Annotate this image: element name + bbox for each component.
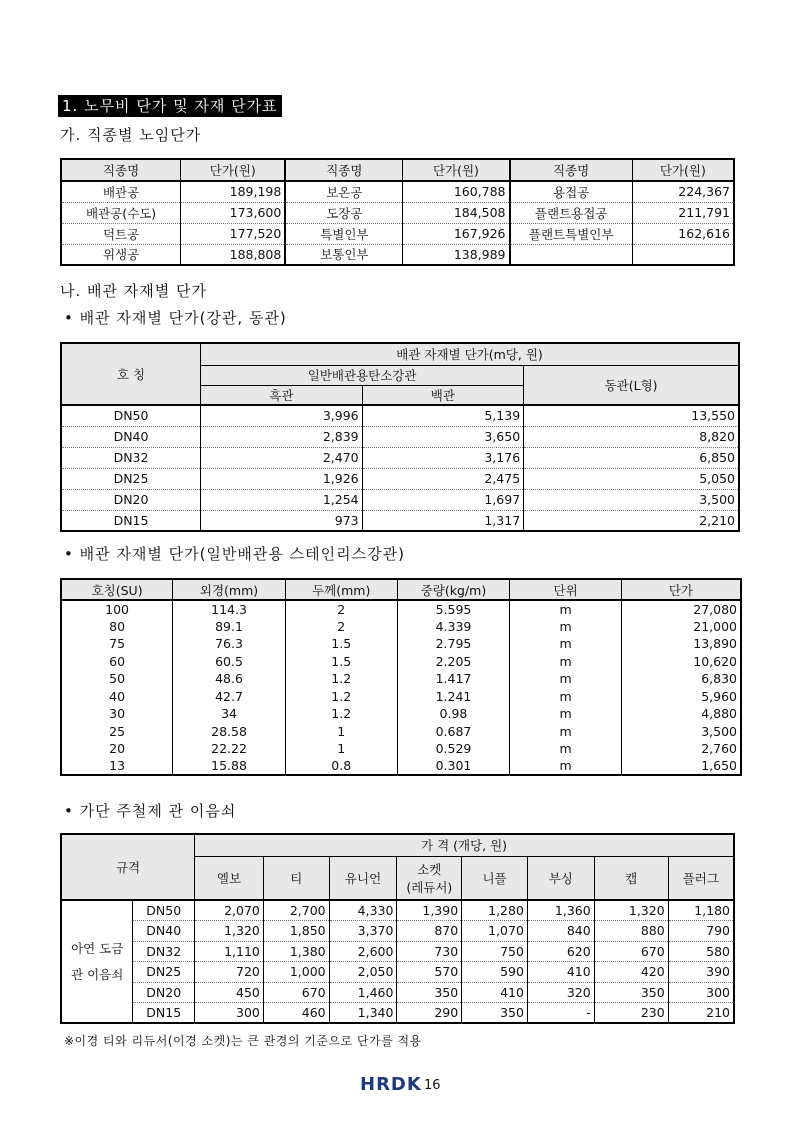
sus-unit: m [510, 723, 622, 741]
fit-size: DN40 [133, 921, 195, 942]
fit-price: 590 [462, 962, 528, 983]
fit-price: 1,070 [462, 921, 528, 942]
sus-size: 20 [61, 740, 173, 758]
wage-header-price: 단가(원) [181, 159, 286, 181]
sus-row [61, 618, 741, 636]
fit-price: 350 [594, 982, 668, 1003]
steel-header-white: 백관 [362, 385, 524, 405]
fit-group-label-2: 관 이음쇠 [71, 966, 124, 982]
wage-price: 162,616 [632, 223, 734, 244]
sus-thickness: 0.8 [285, 758, 397, 776]
fit-price: 620 [527, 941, 594, 962]
fittings-table [60, 833, 735, 1024]
sus-od: 60.5 [173, 653, 286, 671]
fit-price: 730 [397, 941, 462, 962]
sus-row [61, 758, 741, 776]
steel-white-price: 2,475 [362, 468, 524, 489]
steel-white-price: 3,176 [362, 447, 524, 468]
sus-size: 60 [61, 653, 173, 671]
sus-size: 13 [61, 758, 173, 776]
sus-thickness: 1.2 [285, 670, 397, 688]
fit-price: 670 [594, 941, 668, 962]
sus-price: 6,830 [701, 671, 737, 687]
steel-row [61, 468, 739, 489]
sus-od: 34 [173, 705, 286, 723]
page-number: 16 [424, 1078, 441, 1093]
steel-white-price: 1,317 [362, 510, 524, 531]
wage-job: 덕트공 [61, 223, 181, 244]
steel-size: DN32 [61, 447, 201, 468]
sus-price: 10,620 [693, 653, 737, 669]
steel-row [61, 489, 739, 510]
wage-price: 189,198 [181, 181, 286, 202]
fit-row [61, 921, 734, 942]
wage-header-job: 직종명 [510, 159, 633, 181]
sus-price: 5,960 [701, 688, 737, 704]
sus-price: 2,760 [701, 741, 737, 757]
sus-size: 30 [61, 705, 173, 723]
fit-price: 790 [668, 921, 734, 942]
wage-job: 위생공 [61, 244, 181, 265]
copper-price: 6,850 [524, 447, 739, 468]
fit-price: 750 [462, 941, 528, 962]
copper-price: 2,210 [699, 512, 735, 528]
steel-black-price: 1,254 [201, 489, 363, 510]
sus-unit: m [510, 618, 622, 636]
sus-weight: 0.687 [397, 723, 510, 741]
sus-row [61, 670, 741, 688]
sus-header-row [61, 579, 741, 600]
fit-price: 2,050 [329, 962, 397, 983]
fit-header-cap: 캡 [594, 856, 668, 900]
wage-job: 플랜트용접공 [510, 202, 633, 223]
fit-price: 670 [263, 982, 329, 1003]
fit-header-socket-sub: (레듀서) [406, 879, 453, 895]
wage-job: 보온공 [285, 181, 403, 202]
steel-white-price: 1,697 [362, 489, 524, 510]
fit-price: 580 [668, 941, 734, 962]
fit-price: 300 [668, 982, 734, 1003]
wage-header-price: 단가(원) [659, 163, 706, 178]
fit-price: 390 [668, 962, 734, 983]
wage-job: 도장공 [285, 202, 403, 223]
sus-od: 22.22 [173, 740, 286, 758]
fit-size: DN50 [133, 900, 195, 921]
wage-row [61, 223, 734, 244]
steel-header-group: 배관 자재별 단가(m당, 원) [201, 343, 739, 365]
fit-price: 840 [527, 921, 594, 942]
sus-row [61, 653, 741, 671]
fit-price: 2,600 [329, 941, 397, 962]
fit-price: 1,850 [263, 921, 329, 942]
sus-weight: 1.417 [397, 670, 510, 688]
fit-price: - [527, 1003, 594, 1024]
copper-price: 13,550 [524, 405, 739, 426]
copper-price: 5,050 [524, 468, 739, 489]
sus-weight: 0.529 [397, 740, 510, 758]
sus-weight: 0.98 [397, 705, 510, 723]
fit-group-label [61, 900, 133, 1023]
wage-price: 138,989 [403, 244, 510, 265]
sus-weight: 4.339 [397, 618, 510, 636]
sus-header-thickness: 두께(mm) [285, 579, 397, 600]
steel-size: DN25 [61, 468, 201, 489]
fit-price: 300 [195, 1003, 264, 1024]
sus-size: 50 [61, 670, 173, 688]
wage-price: 160,788 [403, 181, 510, 202]
wage-header-job: 직종명 [61, 159, 181, 181]
steel-black-price: 3,996 [201, 405, 363, 426]
wage-job: 용접공 [510, 181, 633, 202]
sus-weight: 5.595 [397, 600, 510, 618]
fit-price: 320 [527, 982, 594, 1003]
sus-row [61, 688, 741, 706]
wage-job: 보통인부 [285, 244, 403, 265]
fit-price: 1,320 [195, 921, 264, 942]
sus-price: 3,500 [701, 723, 737, 739]
sus-unit: m [510, 688, 622, 706]
fit-header-nipple: 니플 [462, 856, 528, 900]
fit-size: DN15 [133, 1003, 195, 1024]
steel-header-copper: 동관(L형) [524, 365, 739, 405]
wage-row [61, 244, 734, 265]
wage-price: 211,791 [632, 202, 734, 223]
fit-group-label-1: 아연 도금 [71, 940, 124, 956]
fit-price: 1,360 [527, 900, 594, 921]
wage-job: 배관공 [61, 181, 181, 202]
wage-header-job: 직종명 [285, 159, 403, 181]
wage-price: 224,367 [632, 181, 734, 202]
sus-od: 76.3 [173, 635, 286, 653]
section-title: 1. 노무비 단가 및 자재 단가표 [58, 95, 282, 117]
sus-unit: m [510, 600, 622, 618]
copper-price: 3,500 [524, 489, 739, 510]
wage-price: 188,808 [181, 244, 286, 265]
copper-price: 8,820 [524, 426, 739, 447]
sus-od: 89.1 [173, 618, 286, 636]
fit-price: 1,180 [668, 900, 734, 921]
bullet-steel-copper: • 배관 자재별 단가(강관, 동관) [64, 309, 287, 327]
steel-black-price: 973 [201, 510, 363, 531]
fit-row [61, 962, 734, 983]
sus-thickness: 1.2 [285, 688, 397, 706]
fit-price: 880 [594, 921, 668, 942]
sus-row [61, 635, 741, 653]
fit-price: 3,370 [329, 921, 397, 942]
fit-price: 1,380 [263, 941, 329, 962]
wage-job: 특별인부 [285, 223, 403, 244]
fit-price: 1,000 [263, 962, 329, 983]
fit-price: 210 [706, 1005, 730, 1020]
fit-price: 2,070 [195, 900, 264, 921]
wage-header-price: 단가(원) [403, 159, 510, 181]
wage-table [60, 158, 735, 266]
sus-od: 114.3 [173, 600, 286, 618]
steel-header-name: 호 칭 [61, 343, 201, 405]
sus-price: 4,880 [701, 706, 737, 722]
fit-size: DN25 [133, 962, 195, 983]
fit-price: 1,110 [195, 941, 264, 962]
fit-price: 870 [397, 921, 462, 942]
sus-row [61, 705, 741, 723]
fit-price: 420 [594, 962, 668, 983]
sus-thickness: 1 [285, 723, 397, 741]
wage-price: 177,520 [181, 223, 286, 244]
fit-header-socket-label: 소켓 [417, 861, 442, 877]
fit-price: 4,330 [329, 900, 397, 921]
fit-price: 410 [462, 982, 528, 1003]
sus-weight: 0.301 [397, 758, 510, 776]
sus-weight: 2.205 [397, 653, 510, 671]
wage-row [61, 181, 734, 202]
steel-header-carbon: 일반배관용탄소강관 [201, 365, 524, 385]
sus-thickness: 1.2 [285, 705, 397, 723]
sus-header-weight: 중량(kg/m) [397, 579, 510, 600]
steel-size: DN40 [61, 426, 201, 447]
fit-header-group: 가 격 (개당, 원) [195, 834, 734, 856]
fit-price: 1,280 [462, 900, 528, 921]
sus-unit: m [510, 670, 622, 688]
sus-header-od: 외경(mm) [173, 579, 286, 600]
footnote: ※이경 티와 리듀서(이경 소켓)는 큰 관경의 기준으로 단가를 적용 [64, 1034, 422, 1048]
sus-unit: m [510, 758, 622, 776]
fit-price: 720 [195, 962, 264, 983]
fit-price: 1,460 [329, 982, 397, 1003]
fit-price: 1,320 [594, 900, 668, 921]
wage-job: 배관공(수도) [61, 202, 181, 223]
sus-size: 80 [61, 618, 173, 636]
fit-price: 350 [397, 982, 462, 1003]
steel-black-price: 2,470 [201, 447, 363, 468]
steel-white-price: 3,650 [362, 426, 524, 447]
wage-header-row [61, 159, 734, 181]
fit-price: 570 [397, 962, 462, 983]
sus-size: 75 [61, 635, 173, 653]
sus-header-unit: 단위 [510, 579, 622, 600]
fit-header-socket [397, 856, 462, 900]
wage-job [510, 244, 633, 265]
sus-thickness: 2 [285, 618, 397, 636]
fit-header-plug: 플러그 [682, 870, 719, 886]
fit-header-bushing: 부싱 [527, 856, 594, 900]
fit-header-union: 유니언 [329, 856, 397, 900]
fit-size: DN32 [133, 941, 195, 962]
wage-price: 173,600 [181, 202, 286, 223]
steel-row [61, 447, 739, 468]
fit-price: 1,390 [397, 900, 462, 921]
sus-size: 40 [61, 688, 173, 706]
fit-price: 350 [462, 1003, 528, 1024]
fit-header-spec: 규격 [61, 834, 195, 900]
sus-unit: m [510, 635, 622, 653]
sus-od: 15.88 [173, 758, 286, 776]
sus-od: 42.7 [173, 688, 286, 706]
sus-size: 100 [61, 600, 173, 618]
sus-row [61, 740, 741, 758]
fit-price: 2,700 [263, 900, 329, 921]
sus-header-size: 호칭(SU) [61, 579, 173, 600]
fit-size: DN20 [133, 982, 195, 1003]
sus-weight: 1.241 [397, 688, 510, 706]
sus-unit: m [510, 653, 622, 671]
fit-row [61, 900, 734, 921]
wage-price: 184,508 [403, 202, 510, 223]
sus-thickness: 1.5 [285, 635, 397, 653]
steel-black-price: 1,926 [201, 468, 363, 489]
fit-header-tee: 티 [263, 856, 329, 900]
fit-price: 230 [594, 1003, 668, 1024]
fit-row [61, 1003, 734, 1024]
fit-price: 410 [527, 962, 594, 983]
bullet-fittings: • 가단 주철제 관 이음쇠 [64, 802, 237, 820]
steel-header-black: 흑관 [201, 385, 363, 405]
fit-price: 450 [195, 982, 264, 1003]
steel-size: DN20 [61, 489, 201, 510]
sus-row [61, 723, 741, 741]
steel-row [61, 426, 739, 447]
fit-price: 1,340 [329, 1003, 397, 1024]
subsection-wage: 가. 직종별 노임단가 [60, 126, 202, 144]
steel-row [61, 405, 739, 426]
wage-row [61, 202, 734, 223]
sus-weight: 2.795 [397, 635, 510, 653]
steel-row [61, 510, 739, 531]
sus-thickness: 1.5 [285, 653, 397, 671]
wage-job: 플랜트특별인부 [510, 223, 633, 244]
sus-thickness: 1 [285, 740, 397, 758]
sus-unit: m [510, 740, 622, 758]
fit-price: 290 [397, 1003, 462, 1024]
sus-size: 25 [61, 723, 173, 741]
fit-row [61, 941, 734, 962]
bullet-stainless: • 배관 자재별 단가(일반배관용 스테인리스강관) [64, 545, 405, 563]
sus-price: 1,650 [701, 758, 737, 774]
subsection-materials: 나. 배관 자재별 단가 [60, 282, 207, 300]
sus-od: 48.6 [173, 670, 286, 688]
sus-od: 28.58 [173, 723, 286, 741]
sus-price: 21,000 [693, 618, 737, 634]
hrdk-logo: HRDK [360, 1074, 422, 1095]
steel-size: DN15 [61, 510, 201, 531]
sus-price: 27,080 [693, 601, 737, 617]
wage-price [632, 244, 734, 265]
sus-row [61, 600, 741, 618]
sus-unit: m [510, 705, 622, 723]
fit-price: 460 [263, 1003, 329, 1024]
sus-header-price: 단가 [668, 582, 693, 598]
fit-row [61, 982, 734, 1003]
stainless-pipe-table [60, 578, 742, 776]
wage-price: 167,926 [403, 223, 510, 244]
steel-black-price: 2,839 [201, 426, 363, 447]
steel-pipe-table [60, 342, 740, 532]
sus-thickness: 2 [285, 600, 397, 618]
sus-price: 13,890 [693, 636, 737, 652]
fit-header-elbow: 엘보 [195, 856, 264, 900]
steel-white-price: 5,139 [362, 405, 524, 426]
steel-size: DN50 [61, 405, 201, 426]
